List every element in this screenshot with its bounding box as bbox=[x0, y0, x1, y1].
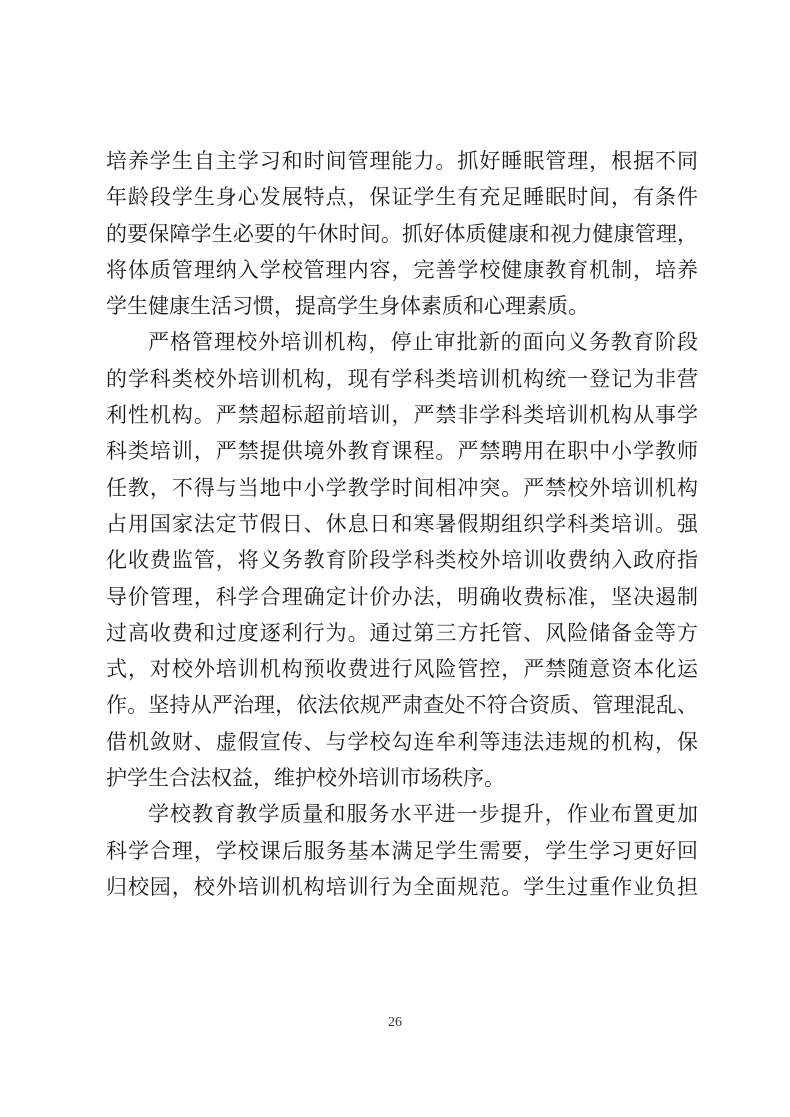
paragraph bbox=[106, 796, 698, 905]
text-line: 式，对校外培训机构预收费进行风险管控，严禁随意资本化运 bbox=[106, 657, 698, 682]
text-line: 归校园，校外培训机构培训行为全面规范。学生过重作业负担 bbox=[106, 874, 698, 899]
text-line: 科类培训，严禁提供境外教育课程。严禁聘用在职中小学教师 bbox=[106, 439, 698, 464]
text-line: 过高收费和过度逐利行为。通过第三方托管、风险储备金等方 bbox=[106, 620, 698, 645]
text-line: 学校教育教学质量和服务水平进一步提升，作业布置更加 bbox=[148, 802, 698, 827]
text-line: 利性机构。严禁超标超前培训，严禁非学科类培训机构从事学 bbox=[106, 403, 698, 428]
page-number: 26 bbox=[388, 1015, 402, 1030]
text-line: 将体质管理纳入学校管理内容，完善学校健康教育机制，培养 bbox=[106, 257, 698, 282]
text-line: 科学合理，学校课后服务基本满足学生需要，学生学习更好回 bbox=[106, 838, 698, 863]
text-line: 占用国家法定节假日、休息日和寒暑假期组织学科类培训。强 bbox=[106, 511, 698, 536]
text-line: 的要保障学生必要的午休时间。抓好体质健康和视力健康管理， bbox=[106, 221, 698, 246]
text-line: 培养学生自主学习和时间管理能力。抓好睡眠管理，根据不同 bbox=[106, 149, 698, 173]
text-line: 护学生合法权益，维护校外培训市场秩序。 bbox=[106, 766, 505, 791]
paragraph bbox=[106, 324, 698, 796]
text-line: 任教，不得与当地中小学教学时间相冲突。严禁校外培训机构 bbox=[106, 475, 698, 500]
text-line: 化收费监管，将义务教育阶段学科类校外培训收费纳入政府指 bbox=[106, 548, 698, 573]
text-line: 导价管理，科学合理确定计价办法，明确收费标准，坚决遏制 bbox=[106, 584, 698, 609]
text-line: 的学科类校外培训机构，现有学科类培训机构统一登记为非营 bbox=[106, 366, 698, 391]
body-text bbox=[106, 143, 698, 905]
text-line: 作。坚持从严治理，依法依规严肃查处不符合资质、管理混乱、 bbox=[106, 693, 698, 718]
text-line: 年龄段学生身心发展特点，保证学生有充足睡眠时间，有条件 bbox=[106, 185, 698, 210]
text-line: 学生健康生活习惯，提高学生身体素质和心理素质。 bbox=[106, 294, 589, 319]
text-line: 借机敛财、虚假宣传、与学校勾连牟利等违法违规的机构，保 bbox=[106, 729, 698, 754]
text-line: 严格管理校外培训机构，停止审批新的面向义务教育阶段 bbox=[148, 330, 698, 355]
paragraph bbox=[106, 143, 698, 324]
